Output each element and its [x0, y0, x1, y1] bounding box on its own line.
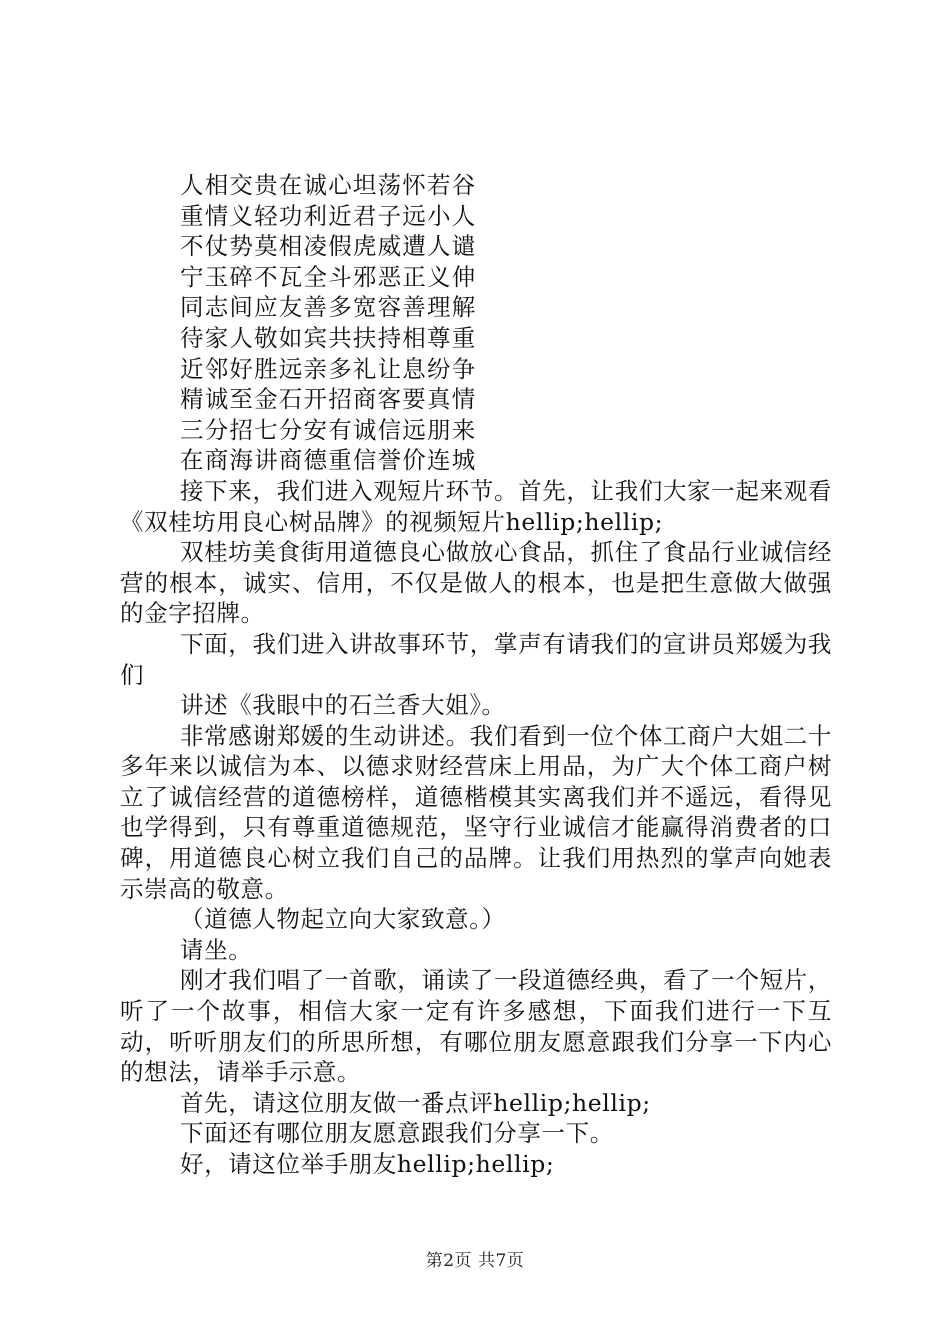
paragraph-please-sit: 请坐。: [180, 935, 253, 964]
poem-block: [120, 170, 832, 476]
poem-line: 不仗势莫相凌假虎威遭人谴: [180, 232, 477, 261]
paragraph-story-intro: 下面，我们进入讲故事环节，掌声有请我们的宣讲员郑媛为我们: [120, 629, 832, 689]
document-body: [120, 170, 832, 1180]
page-number-footer: 第2页 共7页: [425, 1251, 525, 1271]
poem-line: 待家人敬如宾共扶持相尊重: [180, 323, 477, 352]
poem-line: 重情义轻功利近君子远小人: [180, 201, 477, 230]
body-paragraphs: [120, 476, 832, 1180]
paragraph-next-friend: 好，请这位举手朋友hellip;hellip;: [180, 1150, 555, 1178]
paragraph-video-intro: 接下来，我们进入观短片环节。首先，让我们大家一起来观看《双桂坊用良心树品牌》的视频短片hellip;hellip;: [120, 476, 832, 536]
poem-line: 近邻好胜远亲多礼让息纷争: [180, 354, 477, 383]
paragraph-more-sharing: 下面还有哪位朋友愿意跟我们分享一下。: [180, 1119, 614, 1148]
poem-line: 在商海讲商德重信誉价连城: [180, 446, 477, 475]
paragraph-shuangguifang: 双桂坊美食街用道德良心做放心食品，抓住了食品行业诚信经营的根本，诚实、信用，不仅是做人的根本，也是把生意做大做强的金字招牌。: [120, 538, 832, 628]
poem-line: 三分招七分安有诚信远朋来: [180, 415, 477, 444]
poem-line: 人相交贵在诚心坦荡怀若谷: [180, 171, 477, 199]
poem-line: 宁玉碎不瓦全斗邪恶正义伸: [180, 262, 477, 291]
paragraph-story-title: 讲述《我眼中的石兰香大姐》。: [180, 691, 506, 720]
paragraph-thanks: 非常感谢郑媛的生动讲述。我们看到一位个体工商户大姐二十多年来以诚信为本、以德求财经营床上用品，为广大个体工商户树立了诚信经营的道德榜样，道德楷模其实离我们并不遥远，看得见也学得到，只有尊重道德规范，坚守行业诚信才能赢得消费者的口碑，用道德良心树立我们自己的品牌。让我们用热烈的掌声向她表示崇高的敬意。: [120, 721, 832, 903]
poem-line: 精诚至金石开招商客要真情: [180, 385, 477, 414]
paragraph-first-comment: 首先，请这位朋友做一番点评hellip;hellip;: [180, 1088, 651, 1117]
poem-line: 同志间应友善多宽容善理解: [180, 293, 477, 322]
paragraph-stage-direction: （道德人物起立向大家致意。）: [180, 905, 506, 934]
paragraph-interaction: 刚才我们唱了一首歌，诵读了一段道德经典，看了一个短片，听了一个故事，相信大家一定有许多感想，下面我们进行一下互动，听听朋友们的所思所想，有哪位朋友愿意跟我们分享一下内心的想法，请举手示意。: [120, 966, 832, 1087]
